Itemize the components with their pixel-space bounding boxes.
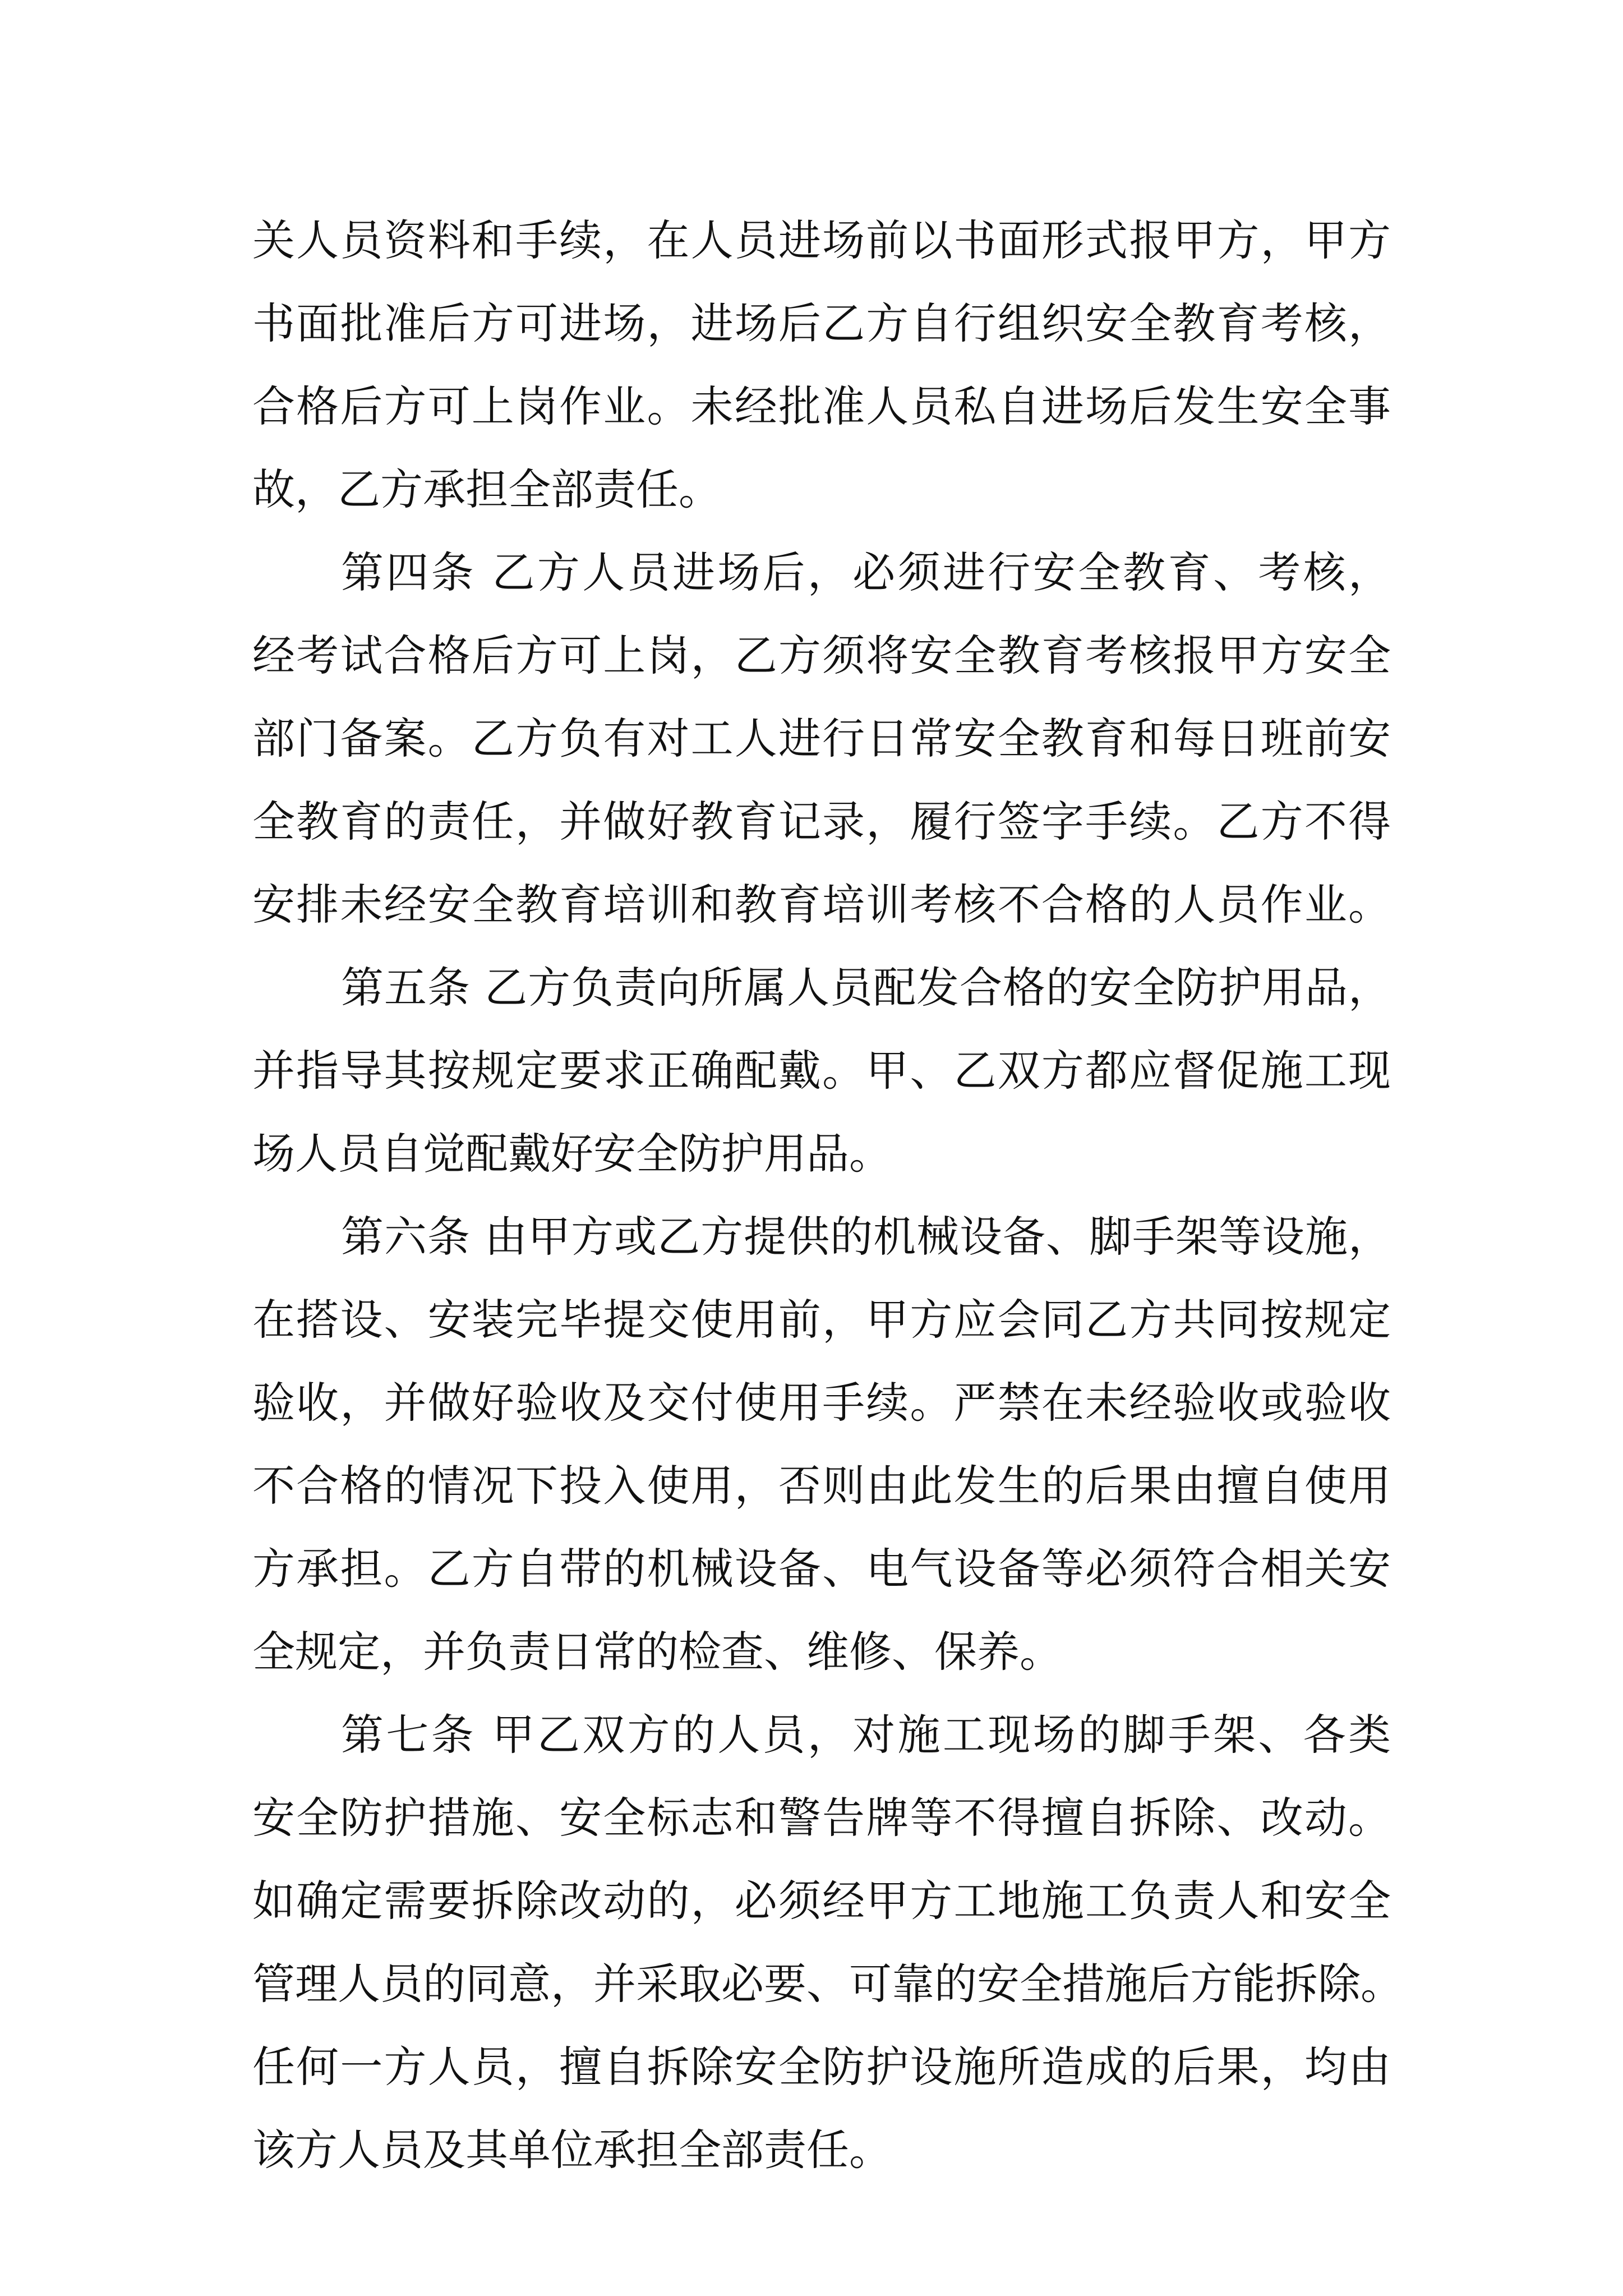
text-line: 安排未经安全教育培训和教育培训考核不合格的人员作业。 xyxy=(252,880,1391,930)
text-line: 合格后方可上岗作业。未经批准人员私自进场后发生安全事 xyxy=(252,381,1391,431)
text-line: 关人员资料和手续，在人员进场前以书面形式报甲方，甲方 xyxy=(252,215,1391,265)
text-line: 故，乙方承担全部责任。 xyxy=(252,464,721,514)
article-5-line: 第五条 乙方负责向所属人员配发合格的安全防护用品， xyxy=(341,963,1391,1013)
text-line: 并指导其按规定要求正确配戴。甲、乙双方都应督促施工现 xyxy=(252,1046,1391,1096)
text-line: 如确定需要拆除改动的，必须经甲方工地施工负责人和安全 xyxy=(252,1876,1391,1926)
text-line: 部门备案。乙方负有对工人进行日常安全教育和每日班前安 xyxy=(252,714,1391,763)
text-line: 全规定，并负责日常的检查、维修、保养。 xyxy=(252,1627,1062,1677)
article-4-line: 第四条 乙方人员进场后，必须进行安全教育、考核， xyxy=(341,547,1391,597)
article-7-line: 第七条 甲乙双方的人员，对施工现场的脚手架、各类 xyxy=(341,1710,1391,1760)
text-line: 管理人员的同意，并采取必要、可靠的安全措施后方能拆除。 xyxy=(252,1959,1403,2009)
text-line: 书面批准后方可进场，进场后乙方自行组织安全教育考核， xyxy=(252,298,1391,348)
text-line: 该方人员及其单位承担全部责任。 xyxy=(252,2125,892,2175)
text-line: 全教育的责任，并做好教育记录，履行签字手续。乙方不得 xyxy=(252,797,1391,846)
text-line: 方承担。乙方自带的机械设备、电气设备等必须符合相关安 xyxy=(252,1544,1391,1594)
text-line: 在搭设、安装完毕提交使用前，甲方应会同乙方共同按规定 xyxy=(252,1295,1391,1345)
text-line: 经考试合格后方可上岗，乙方须将安全教育考核报甲方安全 xyxy=(252,631,1391,680)
text-line: 场人员自觉配戴好安全防护用品。 xyxy=(252,1129,892,1179)
article-6-line: 第六条 由甲方或乙方提供的机械设备、脚手架等设施， xyxy=(341,1212,1391,1262)
document-body xyxy=(252,199,1403,2192)
text-line: 不合格的情况下投入使用，否则由此发生的后果由擅自使用 xyxy=(252,1461,1391,1511)
text-line: 任何一方人员，擅自拆除安全防护设施所造成的后果，均由 xyxy=(252,2042,1391,2092)
text-line: 安全防护措施、安全标志和警告牌等不得擅自拆除、改动。 xyxy=(252,1793,1391,1843)
text-line: 验收，并做好验收及交付使用手续。严禁在未经验收或验收 xyxy=(252,1378,1391,1428)
